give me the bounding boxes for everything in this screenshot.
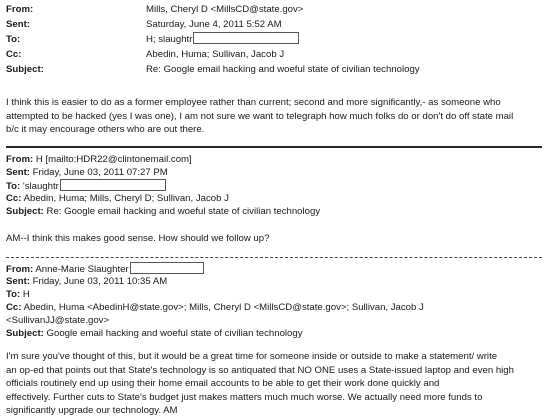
sent-value: Saturday, June 4, 2011 5:52 AM	[146, 19, 282, 30]
message-body-2	[6, 232, 542, 246]
cc-value: Abedin, Huma <AbedinH@state.gov>; Mills, Cheryl D <MillsCD@state.gov>; Sullivan, Jacob J	[23, 302, 424, 313]
subject-label: Subject:	[6, 206, 44, 217]
to-label: To:	[6, 181, 21, 192]
to-value-wrap	[146, 32, 299, 47]
body-line: attempted to be hacked (yes I was one), I am not sure we want to telegraph how much folks do or don't do off state mail	[6, 110, 514, 122]
sent-label: Sent:	[6, 167, 30, 178]
body-line: effectively. Further cuts to State's budget just makes matters much much worse. We actually need more funds to	[6, 391, 483, 403]
header3-sent-row	[6, 275, 167, 288]
body-line: AM--I think this makes good sense. How should we follow up?	[6, 233, 270, 244]
separator-line	[6, 146, 542, 148]
header2-cc-row	[6, 192, 229, 205]
cc-label: Cc:	[6, 49, 22, 60]
to-label: To:	[6, 289, 21, 300]
to-value: 'slaughtr	[22, 181, 59, 192]
header3-to-row	[6, 288, 30, 301]
subject-value: Re: Google email hacking and woeful state of civilian technology	[146, 64, 420, 75]
sent-value: Friday, June 03, 2011 07:27 PM	[32, 167, 168, 178]
cc-value: Abedin, Huma; Mills, Cheryl D; Sullivan, Jacob J	[23, 193, 229, 204]
cc-value: Abedin, Huma; Sullivan, Jacob J	[146, 49, 285, 60]
header2-sent-row	[6, 166, 168, 179]
body-line: officials routinely end up using their home email accounts to be able to get their work done quickly and	[6, 378, 440, 389]
from-label: From:	[6, 4, 34, 15]
message-body-3	[6, 350, 542, 418]
from-value: Mills, Cheryl D <MillsCD@state.gov>	[146, 4, 304, 15]
redaction-box	[60, 179, 166, 191]
subject-label: Subject:	[6, 64, 44, 75]
header2-subject-row	[6, 205, 320, 218]
cc-label: Cc:	[6, 193, 22, 204]
body-line: I think this is easier to do as a former employee rather than current; second and more significantly,- as someone who	[6, 97, 501, 108]
redaction-box	[193, 32, 299, 44]
subject-value: Google email hacking and woeful state of civilian technology	[46, 328, 303, 339]
header3-cc-row-continued	[6, 314, 109, 327]
to-value: H	[22, 289, 30, 300]
separator-line	[6, 257, 542, 258]
subject-label: Subject:	[6, 328, 44, 339]
subject-value: Re: Google email hacking and woeful state of civilian technology	[46, 206, 321, 217]
body-line: I'm sure you've thought of this, but it would be a great time for someone inside or outside to make a statement/ write	[6, 351, 498, 362]
redaction-box	[130, 262, 204, 274]
to-value: H; slaughtr	[146, 34, 193, 45]
sent-label: Sent:	[6, 19, 30, 30]
from-value: Anne-Marie Slaughter	[35, 264, 129, 275]
body-line: an op-ed that points out that State's technology is so antiquated that NO ONE uses a State-issued laptop and even high	[6, 364, 514, 376]
body-line: significantly upgrade our technology. AM	[6, 405, 178, 416]
header3-subject-row	[6, 327, 303, 340]
sent-label: Sent:	[6, 276, 30, 287]
message-body-1	[6, 96, 542, 137]
from-value: H [mailto:HDR22@clintonemail.com]	[35, 154, 192, 165]
header3-cc-row	[6, 301, 424, 314]
to-label: To:	[6, 34, 21, 45]
header2-from-row	[6, 153, 192, 166]
header3-from-row	[6, 262, 204, 276]
header2-to-row	[6, 179, 166, 193]
body-line: b/c it may encourage others who are out there.	[6, 124, 205, 135]
sent-value: Friday, June 03, 2011 10:35 AM	[32, 276, 168, 287]
from-label: From:	[6, 264, 34, 275]
cc-value-continued: <SullivanJJ@state.gov>	[6, 315, 110, 326]
cc-label: Cc:	[6, 302, 22, 313]
from-label: From:	[6, 154, 34, 165]
